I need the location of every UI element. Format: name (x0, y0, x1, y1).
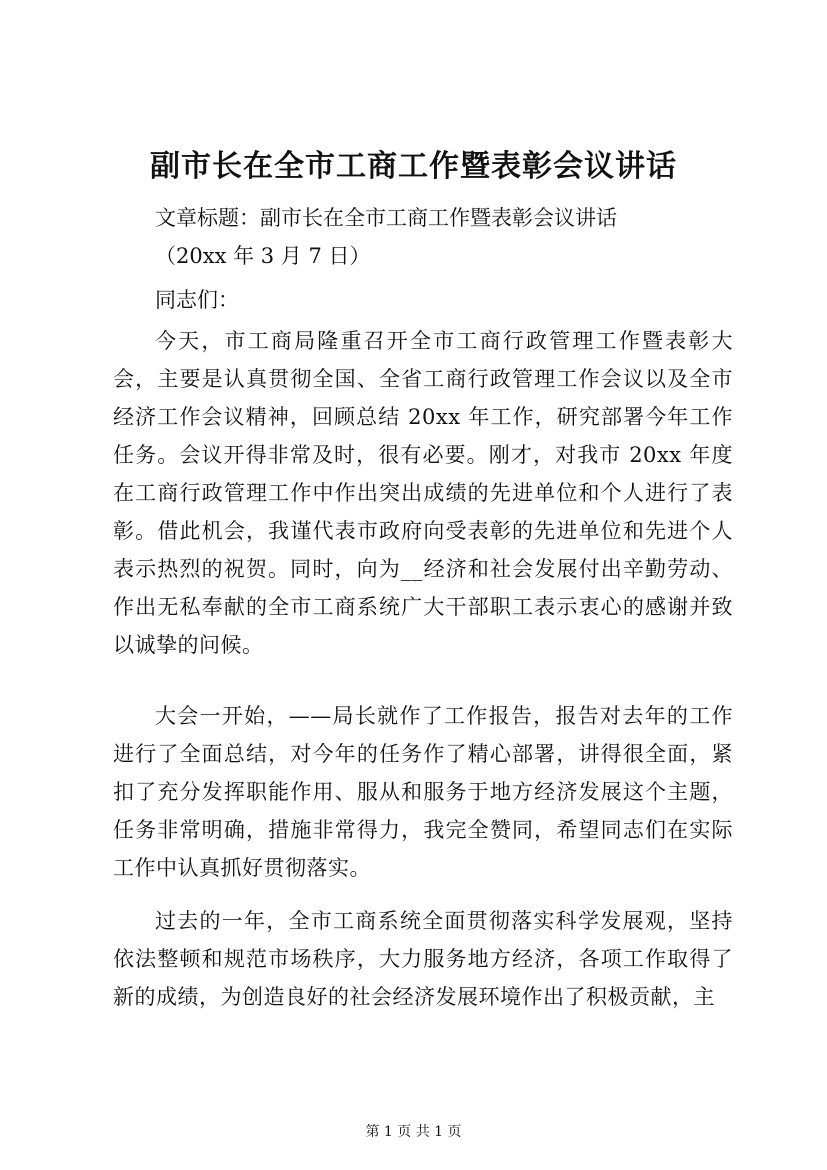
article-title-line: 文章标题：副市长在全市工商工作暨表彰会议讲话 (155, 206, 617, 230)
page-footer: 第 1 页 共 1 页 (365, 1124, 462, 1140)
paragraph-1: 今天，市工商局隆重召开全市工商行政管理工作暨表彰大会，主要是认真贯彻全国、全省工商行政管理工作会议以及全市经济工作会议精神，回顾总结 20xx 年工作，研究部署今年工作任务。会议开得非常及时，很有必要。刚才，对我市 20xx 年度在工商行政管理工作中作出突出成绩的先进单位和个人进行了表彰。借此机会，我谨代表市政府向受表彰的先进单位和先进个人表示热烈的祝贺。同时，向为__经济和社会发展付出辛勤劳动、作出无私奉献的全市工商系统广大干部职工表示衷心的感谢并致以诚挚的问候。 (113, 329, 733, 657)
date-line: （20xx 年 3 月 7 日） (155, 244, 371, 268)
greeting: 同志们： (155, 288, 239, 312)
document-title: 副市长在全市工商工作暨表彰会议讲话 (150, 149, 677, 184)
paragraph-3: 过去的一年，全市工商系统全面贯彻落实科学发展观，坚持依法整顿和规范市场秩序，大力服务地方经济，各项工作取得了新的成绩，为创造良好的社会经济发展环境作出了积极贡献，主 (113, 909, 733, 1009)
paragraph-2: 大会一开始，——局长就作了工作报告，报告对去年的工作进行了全面总结，对今年的任务作了精心部署，讲得很全面，紧扣了充分发挥职能作用、服从和服务于地方经济发展这个主题，任务非常明确，措施非常得力，我完全赞同，希望同志们在实际工作中认真抓好贯彻落实。 (113, 704, 733, 880)
